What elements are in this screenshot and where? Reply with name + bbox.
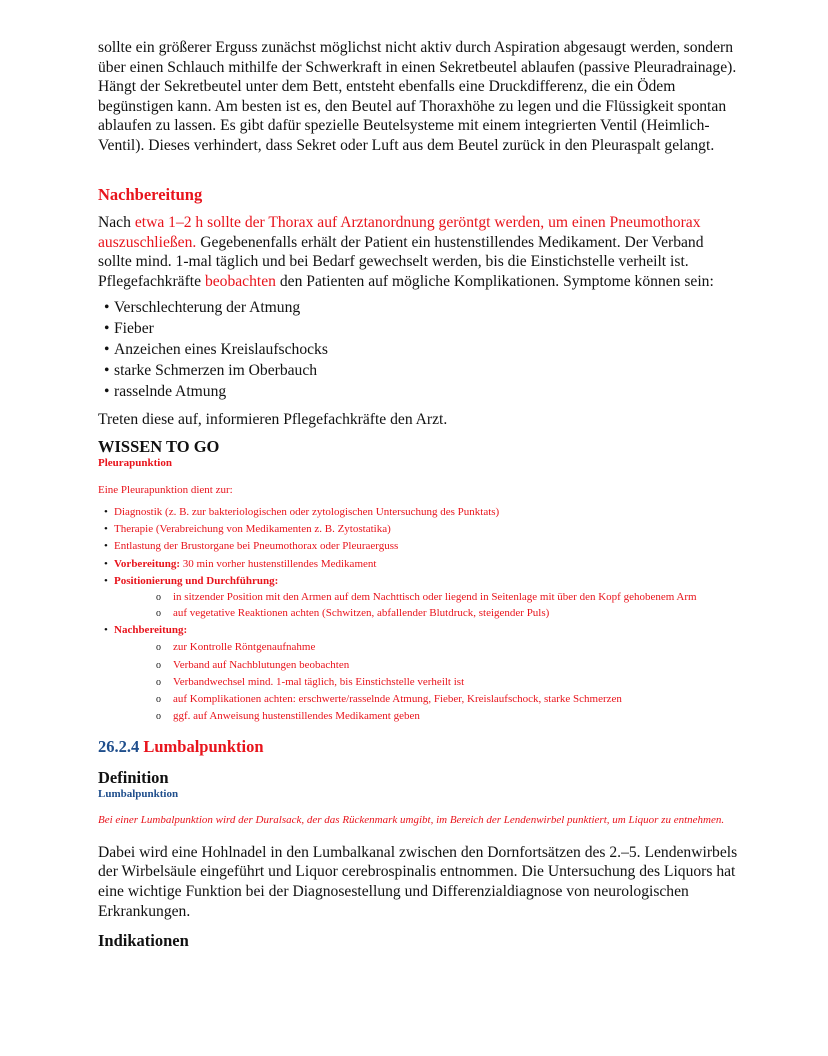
list-item (104, 573, 738, 622)
sub-list-item: o Verbandwechsel mind. 1-mal täglich, bis Einstichstelle verheilt ist (156, 674, 738, 691)
list-item: • Therapie (Verabreichung von Medikamenten z. B. Zytostatika) (104, 521, 738, 538)
sub-list-item: o ggf. auf Anweisung hustenstillendes Medikament geben (156, 708, 738, 725)
nachbereitung-label: Nachbereitung: (114, 624, 188, 637)
sub-list-item: o auf Komplikationen achten: erschwerte/rasselnde Atmung, Fieber, Kreislaufschock, starke Schmerzen (156, 691, 738, 708)
lumbal-paragraph: Dabei wird eine Hohlnadel in den Lumbalkanal zwischen den Dornfortsätzen des 2.–5. Lendenwirbels der Wirbelsäule eingeführt und Liquor cerebrospinalis entnommen. Die Untersuchung des Liquors hat eine wichtige Funktion bei der Diagnosestellung und Differenzialdiagnose von neurologischen Erkrankungen. (98, 843, 738, 920)
document-page (98, 38, 738, 951)
indikationen-heading: Indikationen (98, 931, 189, 951)
definition-heading: Definition (98, 768, 169, 788)
positionierung-sublist (104, 590, 738, 622)
nachbereitung-heading: Nachbereitung (98, 185, 203, 204)
list-item: • starke Schmerzen im Oberbauch (104, 361, 738, 382)
list-item: • rasselnde Atmung (104, 382, 738, 403)
sub-list-item: o auf vegetative Reaktionen achten (Schwitzen, abfallender Blutdruck, steigender Puls) (156, 605, 738, 622)
list-item (104, 622, 738, 725)
wissen-intro: Eine Pleurapunktion dient zur: (98, 483, 233, 496)
circle-bullet-icon: o (156, 676, 161, 688)
nachbereitung-text-end: den Patienten auf mögliche Komplikationen. Symptome können sein: (275, 272, 714, 290)
circle-bullet-icon: o (156, 711, 161, 723)
beobachten-red-text: beobachten (204, 272, 276, 290)
circle-bullet-icon: o (156, 607, 161, 619)
list-item: • Diagnostik (z. B. zur bakteriologischen oder zytologischen Untersuchung des Punktats) (104, 504, 738, 521)
definition-subheading: Lumbalpunktion (98, 788, 179, 801)
wissen-list (98, 504, 738, 725)
list-item: • Entlastung der Brustorgane bei Pneumothorax oder Pleuraerguss (104, 538, 738, 555)
list-item: • Fieber (104, 319, 738, 340)
list-item: • Anzeichen eines Kreislaufschocks (104, 340, 738, 361)
section-heading (98, 737, 738, 757)
symptom-list (98, 298, 738, 402)
section-number: 26.2.4 (98, 737, 140, 757)
nachbereitung-sublist (104, 639, 738, 725)
section-title: Lumbalpunktion (143, 737, 264, 757)
wissen-heading: WISSEN TO GO (98, 436, 220, 456)
wissen-subheading: Pleurapunktion (98, 456, 172, 469)
definition-text: Bei einer Lumbalpunktion wird der Duralsack, der das Rückenmark umgibt, im Bereich der Lendenwirbel punktiert, um Liquor zu entnehmen. (98, 814, 725, 827)
sub-list-item: o Verband auf Nachblutungen beobachten (156, 657, 738, 674)
circle-bullet-icon: o (156, 642, 161, 654)
nachbereitung-closing: Treten diese auf, informieren Pflegefachkräfte den Arzt. (98, 411, 448, 429)
vorbereitung-label: Vorbereitung: (114, 557, 180, 570)
list-item: • Verschlechterung der Atmung (104, 298, 738, 319)
list-item (104, 556, 738, 573)
nachbereitung-red-text: etwa 1–2 h sollte der Thorax auf Arztanordnung geröntgt werden, um einen Pneumothorax auszuschließen. (98, 214, 701, 251)
circle-bullet-icon: o (156, 659, 161, 671)
nachbereitung-text-start: Nach (98, 214, 135, 231)
vorbereitung-text: 30 min vorher hustenstillendes Medikament (180, 557, 377, 570)
nachbereitung-paragraph (98, 213, 738, 291)
nachbereitung-text-mid: Gegebenenfalls erhält der Patient ein hustenstillendes Medikament. Der Verband sollte mind. 1-mal täglich und bei Bedarf gewechselt werden, bis die Einstichstelle verheilt ist. Pflegefachkräfte (98, 233, 704, 290)
positionierung-label: Positionierung und Durchführung: (114, 574, 279, 587)
sub-list-item: o in sitzender Position mit den Armen auf dem Nachttisch oder liegend in Seitenlage mit über den Kopf gehobenem Arm (156, 590, 697, 603)
circle-bullet-icon: o (156, 693, 161, 705)
circle-bullet-icon: o (156, 591, 161, 603)
sub-list-item: o zur Kontrolle Röntgenaufnahme (156, 639, 738, 656)
intro-paragraph: sollte ein größerer Erguss zunächst möglichst nicht aktiv durch Aspiration abgesaugt werden, sondern über einen Schlauch mithilfe der Schwerkraft in einen Sekretbeutel ablaufen (passive Pleuradrainage). Hängt der Sekretbeutel unter dem Bett, entsteht ebenfalls eine Druckdifferenz, die ein Ödem begünstigen kann. Am besten ist es, den Beutel auf Thoraxhöhe zu legen und die Flüssigkeit spontan ablaufen zu lassen. Es gibt dafür spezielle Beutelsysteme mit einem integrierten Ventil (Heimlich-Ventil). Dieses verhindert, dass Sekret oder Luft aus dem Beutel zurück in den Pleuraspalt gelangt. (98, 39, 737, 154)
